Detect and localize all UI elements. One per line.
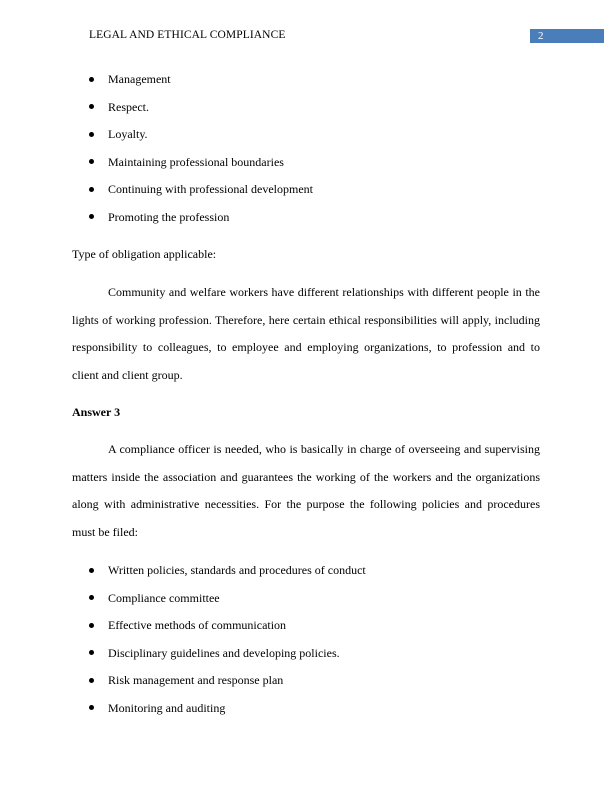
running-head: LEGAL AND ETHICAL COMPLIANCE xyxy=(89,29,286,41)
bullet-icon xyxy=(89,187,94,192)
bullet-icon xyxy=(89,568,94,573)
document-page: LEGAL AND ETHICAL COMPLIANCE 2 Management Respect. Loyalty. Maintaining professional boundaries Continuing with professional development Promoting the profession Type of obligation applicable: Community and welfare workers have different relationships with different people in the lights of working profession. Therefore, here certain ethical responsibilities will apply, including responsibility to colleagues, to employee and employing organizations, to profession and to client and client group. Answer 3 A compliance officer is needed, who is basically in charge of overseeing and supervising matters inside the association and guarantees the working of the workers and the organizations along with administrative necessities. For the purpose the following policies and procedures must be filed: Written policies, standards and procedures of conduct Compliance committee Effective methods of communication Disciplinary guidelines and developing policies. Risk management and response plan Monitoring and auditing xyxy=(0,0,612,792)
obligation-paragraph: Community and welfare workers have different relationships with different people in the lights of working profession. Therefore, here certain ethical responsibilities will apply, including responsibility to colleagues, to employee and employing organizations, to profession and to client and client group. xyxy=(72,285,540,382)
answer-3-paragraph: A compliance officer is needed, who is basically in charge of overseeing and supervising matters inside the association and guarantees the working of the workers and the organizations along with administrative necessities. For the purpose the following policies and procedures must be filed: xyxy=(72,442,540,539)
obligation-label: Type of obligation applicable: xyxy=(72,247,217,261)
bullet-icon xyxy=(89,595,94,600)
answer-3-heading: Answer 3 xyxy=(72,405,121,419)
page-number-box xyxy=(530,29,604,43)
bullet-icon xyxy=(89,678,94,683)
bullet-icon xyxy=(89,132,94,137)
bullet-icon xyxy=(89,77,94,82)
bullet-icon xyxy=(89,214,94,219)
bullet-icon xyxy=(89,623,94,628)
bullet-icon xyxy=(89,159,94,164)
bullet-icon xyxy=(89,705,94,710)
bullet-icon xyxy=(89,104,94,109)
page-number: 2 xyxy=(538,30,544,42)
bullet-icon xyxy=(89,650,94,655)
